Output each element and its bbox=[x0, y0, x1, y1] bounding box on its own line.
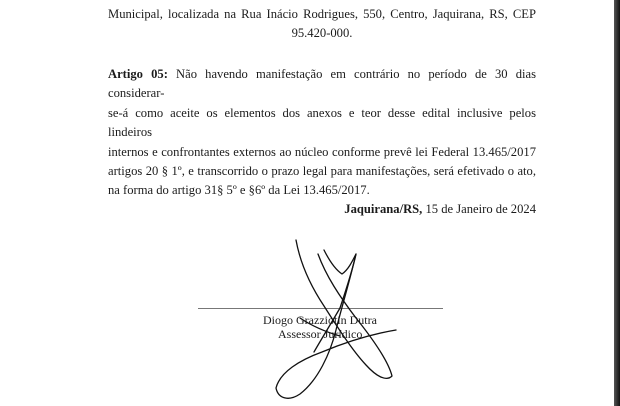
signatory-name: Diogo Grazziotin Dutra bbox=[263, 313, 377, 327]
page-edge-shadow bbox=[614, 0, 620, 406]
signatory-role: Assessor Jurídico bbox=[278, 327, 363, 341]
article-5-line-5: na forma do artigo 31§ 5º e §6º da Lei 13.465/2017. bbox=[108, 183, 370, 198]
address-line-1: Municipal, localizada na Rua Inácio Rodrigues, 550, Centro, Jaquirana, RS, CEP bbox=[108, 7, 536, 21]
address-line-2: 95.420-000. bbox=[291, 25, 353, 40]
article-5-heading: Artigo 05: bbox=[108, 67, 168, 81]
date-place: Jaquirana/RS, bbox=[344, 202, 423, 216]
article-5-line-2: se-á como aceite os elementos dos anexos e teor desse edital inclusive pelos lindeiros bbox=[108, 105, 536, 140]
article-5-line-3: internos e confrontantes externos ao núcleo conforme prevê lei Federal 13.465/2017 bbox=[108, 144, 536, 159]
article-5-line-1-text: Não havendo manifestação em contrário no período de 30 dias considerar- bbox=[108, 67, 536, 101]
date-text: 15 de Janeiro de 2024 bbox=[422, 202, 536, 216]
article-5-line-4: artigos 20 § 1º, e transcorrido o prazo legal para manifestações, será efetivado o ato, bbox=[108, 164, 536, 179]
